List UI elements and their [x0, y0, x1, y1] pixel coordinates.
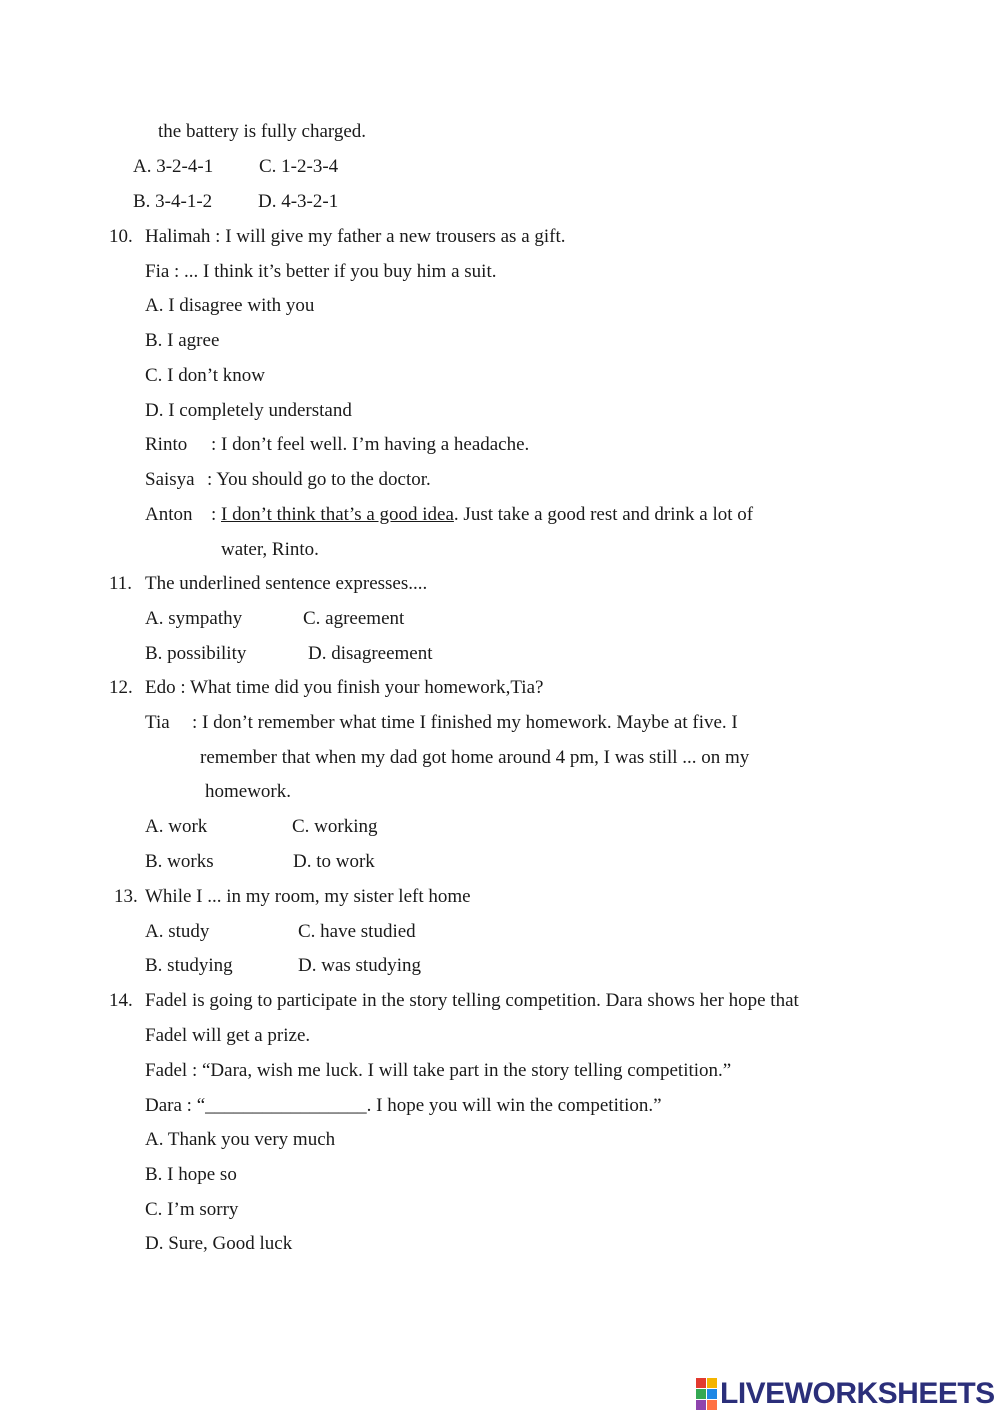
q12-tia-name: Tia — [145, 712, 170, 733]
q12-tia-continuation-1: remember that when my dad got home around 4 pm, I was still ... on my — [200, 747, 750, 768]
dialog-anton-continuation: water, Rinto. — [221, 539, 319, 560]
q9-option-b[interactable]: B. 3-4-1-2 — [133, 191, 213, 212]
q11-number: 11. — [109, 573, 133, 594]
q11-text: The underlined sentence expresses.... — [145, 573, 428, 594]
q14-line-4: Dara : “_________________. I hope you will win the competition.” — [145, 1095, 662, 1116]
q9-option-a[interactable]: A. 3-2-4-1 — [133, 156, 214, 177]
dialog-rinto-text: : I don’t feel well. I’m having a headache. — [211, 434, 530, 455]
q14-option-d[interactable]: D. Sure, Good luck — [145, 1233, 293, 1254]
q13-option-d[interactable]: D. was studying — [298, 955, 421, 976]
dialog-anton-underlined: I don’t think that’s a good idea — [221, 504, 454, 525]
q10-number: 10. — [109, 226, 133, 247]
q10-line-2: Fia : ... I think it’s better if you buy him a suit. — [145, 261, 497, 282]
q14-line-1: Fadel is going to participate in the story telling competition. Dara shows her hope that — [145, 990, 799, 1011]
q10-option-d[interactable]: D. I completely understand — [145, 400, 352, 421]
dialog-anton-name: Anton — [145, 504, 193, 525]
q13-number: 13. — [114, 886, 138, 907]
q11-option-c[interactable]: C. agreement — [303, 608, 405, 629]
liveworksheets-brand: LIVEWORKSHEETS — [720, 1377, 995, 1410]
logo-square — [696, 1378, 706, 1388]
q12-option-c[interactable]: C. working — [292, 816, 378, 837]
logo-square — [707, 1389, 717, 1399]
liveworksheets-logo[interactable] — [696, 1377, 995, 1411]
q12-line-1: Edo : What time did you finish your homework,Tia? — [145, 677, 544, 698]
q9-continuation: the battery is fully charged. — [158, 121, 367, 142]
q14-number: 14. — [109, 990, 133, 1011]
q11-option-d[interactable]: D. disagreement — [308, 643, 433, 664]
q10-line-1: Halimah : I will give my father a new trousers as a gift. — [145, 226, 566, 247]
dialog-saisya-name: Saisya — [145, 469, 195, 490]
q13-text: While I ... in my room, my sister left home — [145, 886, 471, 907]
q11-option-b[interactable]: B. possibility — [145, 643, 247, 664]
dialog-rinto-name: Rinto — [145, 434, 188, 455]
q9-option-c[interactable]: C. 1-2-3-4 — [259, 156, 339, 177]
logo-square — [707, 1378, 717, 1388]
q10-option-c[interactable]: C. I don’t know — [145, 365, 265, 386]
q14-line-2: Fadel will get a prize. — [145, 1025, 311, 1046]
q12-tia-text: : I don’t remember what time I finished my homework. Maybe at five. I — [192, 712, 738, 733]
q13-option-a[interactable]: A. study — [145, 921, 210, 942]
logo-square — [696, 1389, 706, 1399]
q14-line-3: Fadel : “Dara, wish me luck. I will take part in the story telling competition.” — [145, 1060, 732, 1081]
liveworksheets-logo-icon — [696, 1378, 717, 1410]
dialog-anton-colon: : — [211, 504, 217, 525]
q12-option-b[interactable]: B. works — [145, 851, 214, 872]
q14-option-b[interactable]: B. I hope so — [145, 1164, 237, 1185]
q12-tia-continuation-2: homework. — [205, 781, 292, 802]
q12-option-a[interactable]: A. work — [145, 816, 208, 837]
dialog-anton-line — [211, 503, 753, 527]
dialog-saisya-text: : You should go to the doctor. — [207, 469, 431, 490]
q12-option-d[interactable]: D. to work — [293, 851, 375, 872]
q13-option-b[interactable]: B. studying — [145, 955, 233, 976]
q10-option-a[interactable]: A. I disagree with you — [145, 295, 315, 316]
q10-option-b[interactable]: B. I agree — [145, 330, 220, 351]
dialog-anton-rest: . Just take a good rest and drink a lot of — [453, 504, 754, 525]
logo-square — [707, 1400, 717, 1410]
q13-option-c[interactable]: C. have studied — [298, 921, 416, 942]
logo-square — [696, 1400, 706, 1410]
q14-option-a[interactable]: A. Thank you very much — [145, 1129, 336, 1150]
q12-number: 12. — [109, 677, 133, 698]
q11-option-a[interactable]: A. sympathy — [145, 608, 243, 629]
q14-option-c[interactable]: C. I’m sorry — [145, 1199, 239, 1220]
q9-option-d[interactable]: D. 4-3-2-1 — [258, 191, 339, 212]
